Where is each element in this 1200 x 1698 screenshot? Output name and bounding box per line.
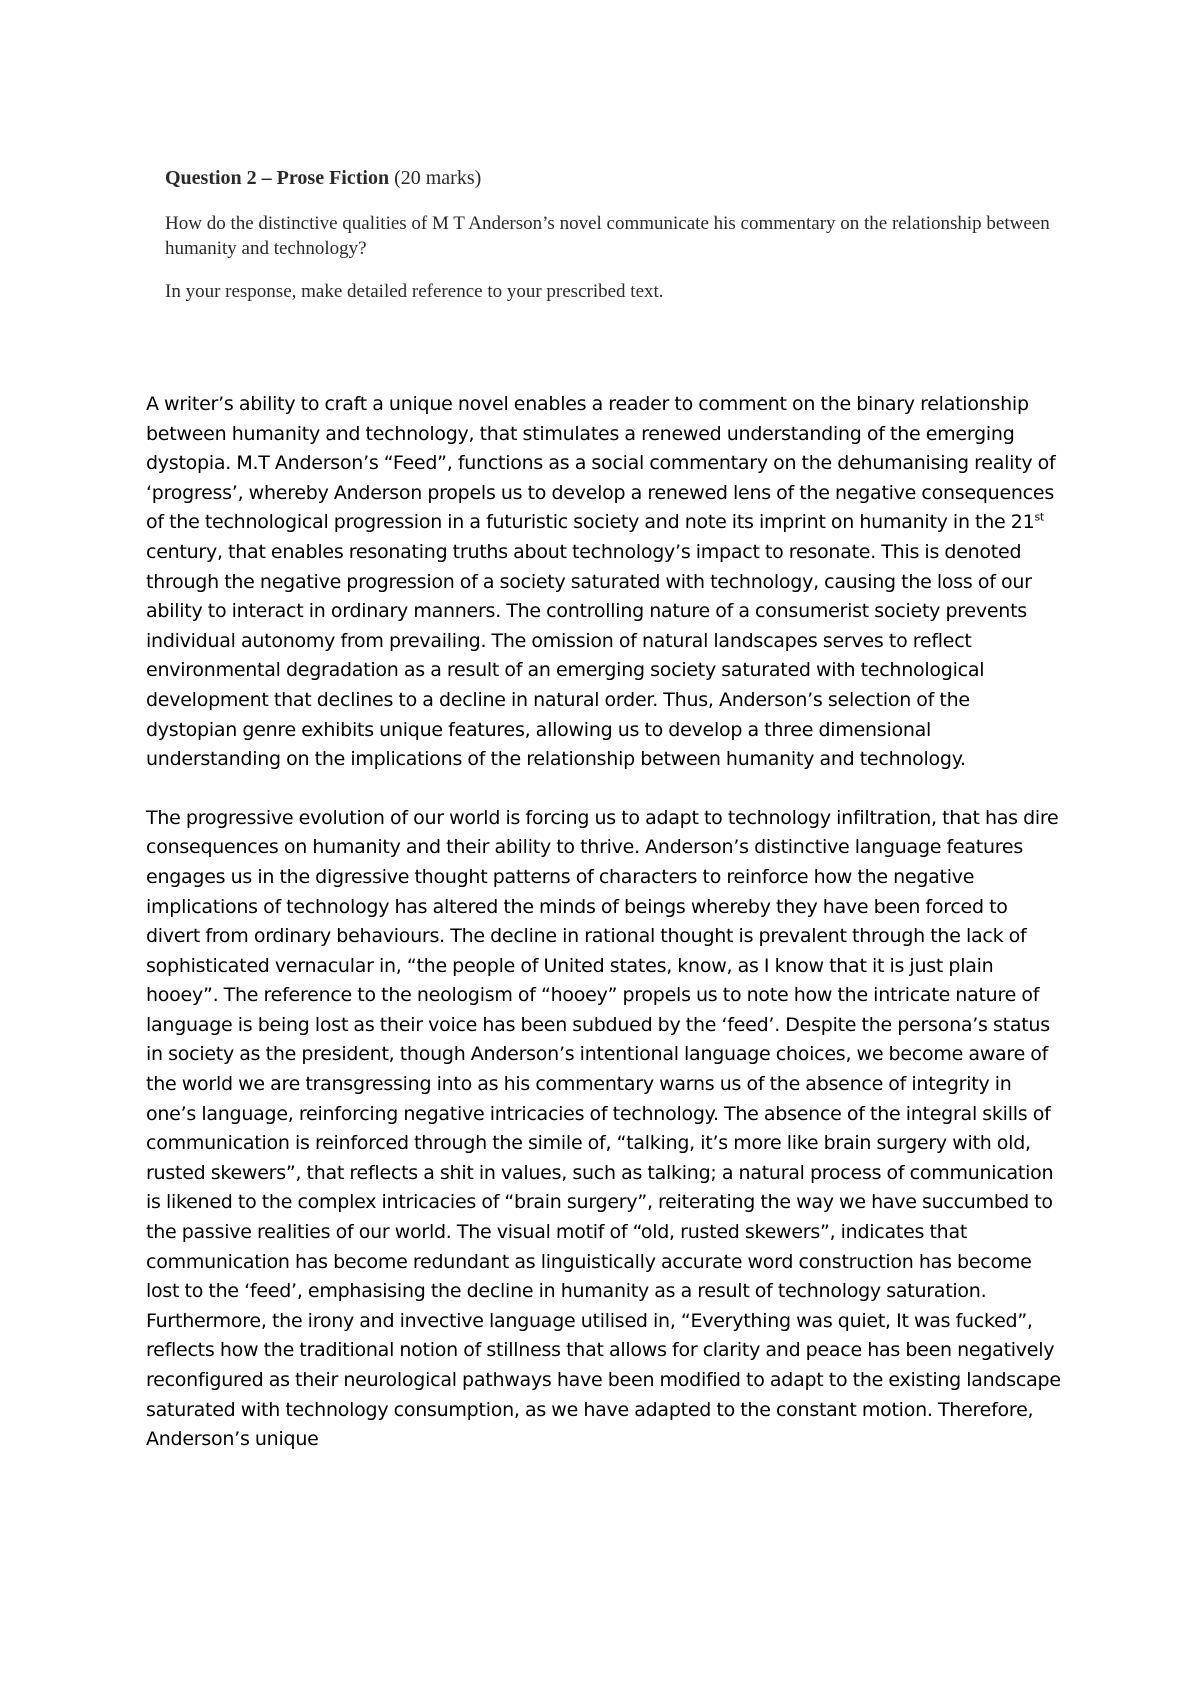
question-prompt: How do the distinctive qualities of M T Anderson’s novel communicate his commentary on the relationship between humanity and technology? xyxy=(165,213,1050,259)
ordinal-superscript: st xyxy=(1034,511,1044,525)
essay-paragraph-2: The progressive evolution of our world is forcing us to adapt to technology infiltration, that has dire consequences on humanity and their ability to thrive. Anderson’s distinctive language features engages us in the digressive thought patterns of characters to reinforce how the negative implications of technology has altered the minds of beings whereby they have been forced to divert from ordinary behaviours. The decline in rational thought is prevalent through the lack of sophisticated vernacular in, “the people of United states, know, as I know that it is just plain hooey”. The reference to the neologism of “hooey” propels us to note how the intricate nature of language is being lost as their voice has been subdued by the ‘feed’. Despite the persona’s status in society as the president, though Anderson’s intentional language choices, we become aware of the world we are transgressing into as his commentary warns us of the absence of integrity in one’s language, reinforcing negative intricacies of technology. The absence of the integral skills of communication is reinforced through the simile of, “talking, it’s more like brain surgery with old, rusted skewers”, that reflects a shit in values, such as talking; a natural process of communication is likened to the complex intricacies of “brain surgery”, reiterating the way we have succumbed to the passive realities of our world. The visual motif of “old, rusted skewers”, indicates that communication has become redundant as linguistically accurate word construction has become lost to the ‘feed’, emphasising the decline in humanity as a result of technology saturation. Furthermore, the irony and invective language utilised in, “Everything was quiet, It was fucked”, reflects how the traditional notion of stillness that allows for clarity and peace has been negatively reconfigured as their neurological pathways have been modified to adapt to the existing landscape saturated with technology consumption, as we have adapted to the constant motion. Therefore, Anderson’s unique xyxy=(146,806,1061,1451)
paragraph-1-text-b: century, that enables resonating truths about technology’s impact to resonate. This is denoted through the negative progression of a society saturated with technology, causing the loss of our ability to interact in ordinary manners. The controlling nature of a consumerist society prevents individual autonomy from prevailing. The omission of natural landscapes serves to reflect environmental degradation as a result of an emerging society saturated with technological development that declines to a decline in natural order. Thus, Anderson’s selection of the dystopian genre exhibits unique features, allowing us to develop a three dimensional understanding on the implications of the relationship between humanity and technology. xyxy=(146,540,1032,771)
essay-paragraph-1 xyxy=(146,390,1066,775)
question-instruction: In your response, make detailed reference to your prescribed text. xyxy=(165,281,664,302)
question-marks: (20 marks) xyxy=(394,167,482,189)
question-block xyxy=(165,165,1065,304)
question-heading xyxy=(165,165,1065,191)
paragraph-1-text-a: A writer’s ability to craft a unique novel enables a reader to comment on the binary relationship between humanity and technology, that stimulates a renewed understanding of the emerging dystopia. M.T Anderson’s “Feed”, functions as a social commentary on the dehumanising reality of ‘progress’, whereby Anderson propels us to develop a renewed lens of the negative consequences of the technological progression in a futuristic society and note its imprint on humanity in the 21 xyxy=(146,393,1056,534)
question-title: Question 2 – Prose Fiction xyxy=(165,167,390,189)
essay-body xyxy=(146,390,1066,1484)
